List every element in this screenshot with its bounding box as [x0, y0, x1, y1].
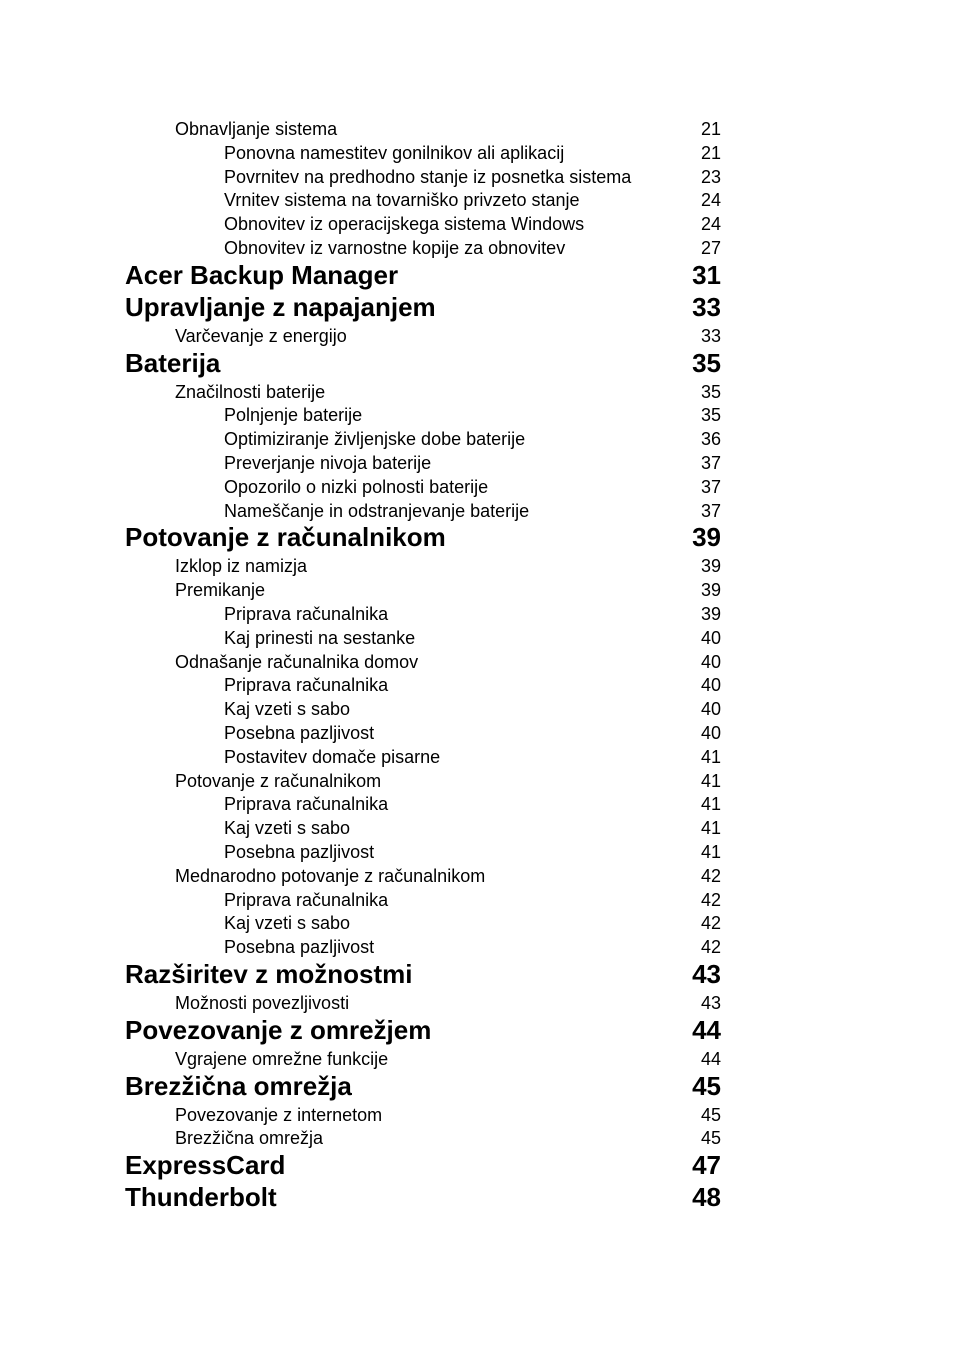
toc-subsection-entry[interactable] — [0, 910, 954, 934]
toc-subsection-entry[interactable] — [0, 934, 954, 958]
toc-entry-title: Priprava računalnika — [224, 794, 389, 815]
toc-entry-page-number: 41 — [700, 770, 721, 791]
toc-entry-page-number: 41 — [700, 841, 721, 862]
toc-entry-title: Baterija — [125, 347, 221, 378]
toc-entry-page-number: 35 — [700, 405, 721, 426]
toc-subsection-entry[interactable] — [0, 744, 954, 768]
toc-entry-title: Obnovitev iz varnostne kopije za obnovitev — [224, 237, 566, 258]
toc-entry-page-number: 33 — [700, 325, 721, 346]
toc-entry-page-number: 43 — [700, 992, 721, 1013]
toc-entry-title: Povezovanje z omrežjem — [125, 1014, 432, 1045]
toc-subsection-entry[interactable] — [0, 839, 954, 863]
toc-chapter-entry[interactable] — [0, 1070, 954, 1102]
toc-chapter-entry[interactable] — [0, 1149, 954, 1181]
toc-section-entry[interactable] — [0, 553, 954, 577]
toc-section-entry[interactable] — [0, 768, 954, 792]
toc-section-entry[interactable] — [0, 863, 954, 887]
toc-entry-page-number: 27 — [700, 237, 721, 258]
toc-entry-title: ExpressCard — [125, 1150, 286, 1181]
toc-subsection-entry[interactable] — [0, 140, 954, 164]
toc-subsection-entry[interactable] — [0, 815, 954, 839]
toc-section-entry[interactable] — [0, 116, 954, 140]
toc-section-entry[interactable] — [0, 323, 954, 347]
toc-entry-page-number: 24 — [700, 214, 721, 235]
toc-section-entry[interactable] — [0, 990, 954, 1014]
toc-chapter-entry[interactable] — [0, 259, 954, 291]
toc-entry-title: Thunderbolt — [125, 1182, 277, 1213]
toc-entry-page-number: 37 — [700, 452, 721, 473]
toc-entry-title: Opozorilo o nizki polnosti baterije — [224, 476, 489, 497]
toc-entry-title: Preverjanje nivoja baterije — [224, 452, 432, 473]
toc-subsection-entry[interactable] — [0, 187, 954, 211]
toc-entry-page-number: 39 — [700, 603, 721, 624]
toc-entry-page-number: 41 — [700, 818, 721, 839]
toc-entry-title: Brezžična omrežja — [125, 1070, 352, 1101]
toc-entry-page-number: 42 — [700, 865, 721, 886]
table-of-contents — [0, 116, 954, 1213]
toc-entry-title: Potovanje z računalnikom — [125, 522, 446, 553]
toc-entry-page-number: 33 — [692, 291, 721, 322]
toc-entry-title: Kaj vzeti s sabo — [224, 913, 351, 934]
toc-entry-page-number: 48 — [692, 1182, 721, 1213]
toc-entry-title: Izklop iz namizja — [175, 556, 308, 577]
toc-entry-page-number: 42 — [700, 889, 721, 910]
toc-chapter-entry[interactable] — [0, 1181, 954, 1213]
toc-entry-page-number: 45 — [700, 1128, 721, 1149]
toc-entry-page-number: 37 — [700, 500, 721, 521]
toc-entry-page-number: 41 — [700, 746, 721, 767]
toc-entry-title: Odnašanje računalnika domov — [175, 651, 419, 672]
toc-entry-title: Ponovna namestitev gonilnikov ali aplikacij — [224, 142, 565, 163]
toc-entry-page-number: 39 — [700, 556, 721, 577]
toc-entry-title: Polnjenje baterije — [224, 405, 363, 426]
toc-entry-page-number: 40 — [700, 651, 721, 672]
toc-subsection-entry[interactable] — [0, 474, 954, 498]
toc-entry-title: Potovanje z računalnikom — [175, 770, 382, 791]
toc-section-entry[interactable] — [0, 1102, 954, 1126]
toc-entry-title: Priprava računalnika — [224, 889, 389, 910]
toc-entry-title: Brezžična omrežja — [175, 1128, 324, 1149]
toc-entry-title: Postavitev domače pisarne — [224, 746, 441, 767]
toc-entry-page-number: 21 — [700, 142, 721, 163]
toc-entry-page-number: 21 — [700, 119, 721, 139]
toc-entry-title: Optimiziranje življenjske dobe baterije — [224, 429, 526, 450]
toc-entry-page-number: 47 — [692, 1150, 721, 1181]
toc-entry-title: Acer Backup Manager — [125, 259, 399, 290]
toc-section-entry[interactable] — [0, 649, 954, 673]
toc-subsection-entry[interactable] — [0, 720, 954, 744]
toc-entry-page-number: 43 — [692, 958, 721, 989]
toc-entry-title: Nameščanje in odstranjevanje baterije — [224, 500, 530, 521]
toc-entry-page-number: 24 — [700, 190, 721, 211]
toc-entry-page-number: 39 — [700, 580, 721, 601]
toc-entry-page-number: 39 — [692, 522, 721, 553]
toc-subsection-entry[interactable] — [0, 625, 954, 649]
toc-entry-page-number: 23 — [700, 166, 721, 187]
toc-subsection-entry[interactable] — [0, 696, 954, 720]
toc-subsection-entry[interactable] — [0, 426, 954, 450]
toc-subsection-entry[interactable] — [0, 235, 954, 259]
toc-entry-title: Premikanje — [175, 580, 266, 601]
toc-section-entry[interactable] — [0, 379, 954, 403]
toc-entry-page-number: 42 — [700, 937, 721, 958]
toc-subsection-entry[interactable] — [0, 402, 954, 426]
toc-entry-page-number: 31 — [692, 259, 721, 290]
toc-chapter-entry[interactable] — [0, 958, 954, 990]
toc-subsection-entry[interactable] — [0, 601, 954, 625]
toc-entry-title: Posebna pazljivost — [224, 937, 375, 958]
toc-entry-page-number: 42 — [700, 913, 721, 934]
toc-entry-page-number: 41 — [700, 794, 721, 815]
toc-subsection-entry[interactable] — [0, 498, 954, 522]
toc-entry-page-number: 40 — [700, 675, 721, 696]
toc-subsection-entry[interactable] — [0, 672, 954, 696]
toc-entry-title: Posebna pazljivost — [224, 841, 375, 862]
toc-entry-page-number: 40 — [700, 722, 721, 743]
toc-chapter-entry[interactable] — [0, 347, 954, 379]
toc-chapter-entry[interactable] — [0, 291, 954, 323]
toc-entry-page-number: 40 — [700, 699, 721, 720]
toc-entry-title: Možnosti povezljivosti — [175, 992, 350, 1013]
toc-entry-page-number: 44 — [692, 1014, 721, 1045]
toc-entry-page-number: 45 — [692, 1070, 721, 1101]
toc-subsection-entry[interactable] — [0, 887, 954, 911]
toc-entry-title: Povezovanje z internetom — [175, 1104, 383, 1125]
toc-entry-page-number: 35 — [700, 381, 721, 402]
toc-subsection-entry[interactable] — [0, 450, 954, 474]
toc-subsection-entry[interactable] — [0, 791, 954, 815]
toc-chapter-entry[interactable] — [0, 1014, 954, 1046]
toc-entry-title: Kaj prinesti na sestanke — [224, 627, 416, 648]
toc-entry-title: Obnavljanje sistema — [175, 119, 338, 139]
toc-section-entry[interactable] — [0, 577, 954, 601]
toc-entry-title: Povrnitev na predhodno stanje iz posnetka sistema — [224, 166, 632, 187]
toc-section-entry[interactable] — [0, 1125, 954, 1149]
toc-entry-page-number: 45 — [700, 1104, 721, 1125]
toc-chapter-entry[interactable] — [0, 521, 954, 553]
toc-entry-title: Obnovitev iz operacijskega sistema Windows — [224, 214, 585, 235]
toc-entry-title: Posebna pazljivost — [224, 722, 375, 743]
toc-section-entry[interactable] — [0, 1046, 954, 1070]
toc-entry-title: Upravljanje z napajanjem — [125, 291, 436, 322]
toc-entry-title: Razširitev z možnostmi — [125, 958, 413, 989]
toc-subsection-entry[interactable] — [0, 164, 954, 188]
toc-entry-title: Priprava računalnika — [224, 675, 389, 696]
toc-entry-page-number: 35 — [692, 347, 721, 378]
toc-entry-title: Vrnitev sistema na tovarniško privzeto stanje — [224, 190, 580, 211]
toc-entry-page-number: 37 — [700, 476, 721, 497]
toc-entry-page-number: 44 — [700, 1048, 721, 1069]
toc-entry-title: Priprava računalnika — [224, 603, 389, 624]
toc-entry-title: Vgrajene omrežne funkcije — [175, 1048, 389, 1069]
toc-entry-title: Varčevanje z energijo — [175, 325, 347, 346]
toc-entry-title: Kaj vzeti s sabo — [224, 699, 351, 720]
toc-entry-page-number: 40 — [700, 627, 721, 648]
toc-subsection-entry[interactable] — [0, 211, 954, 235]
toc-entry-title: Kaj vzeti s sabo — [224, 818, 351, 839]
toc-entry-title: Mednarodno potovanje z računalnikom — [175, 865, 486, 886]
toc-entry-title: Značilnosti baterije — [175, 381, 326, 402]
toc-entry-page-number: 36 — [700, 429, 721, 450]
